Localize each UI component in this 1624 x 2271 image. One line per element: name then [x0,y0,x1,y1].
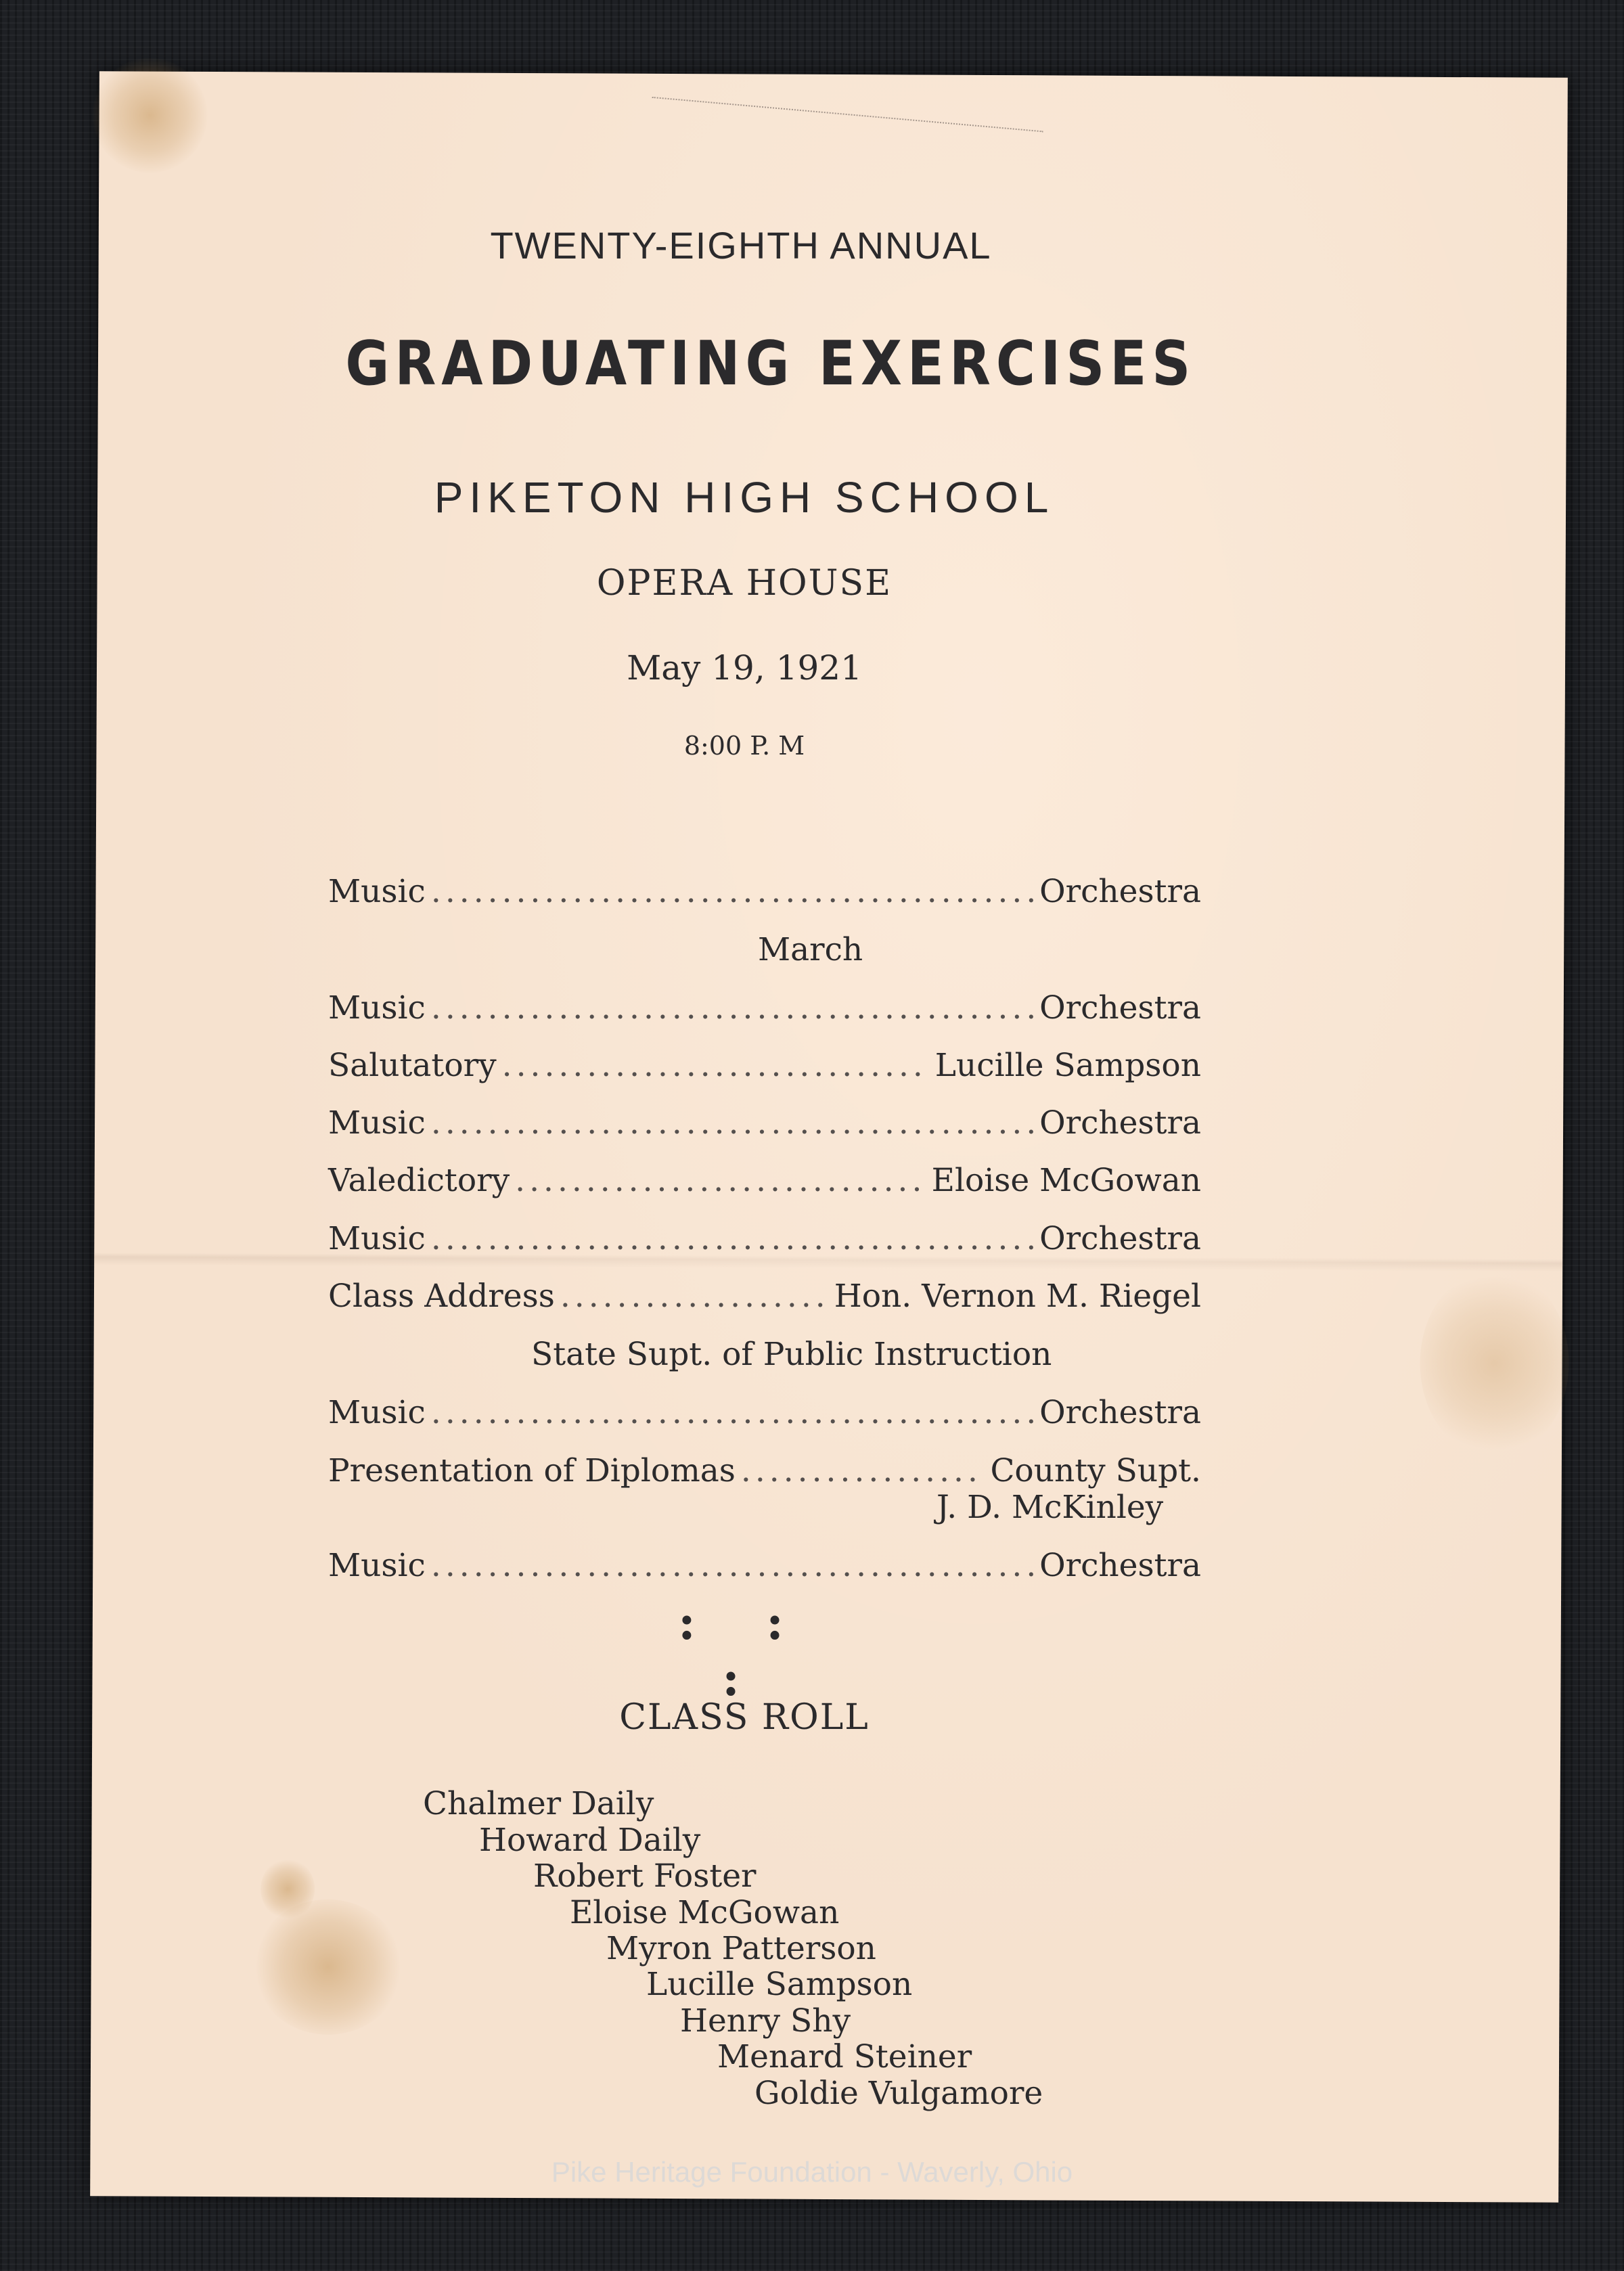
program-item: Music [328,1104,426,1142]
program-item: Music [328,1547,426,1584]
program-row [328,1547,1201,1584]
dot-leader [431,1394,1034,1431]
program-item: Presentation of Diplomas [328,1452,736,1489]
graduate-name: Goldie Vulgamore [754,2075,1043,2112]
dot-leader [515,1162,926,1199]
stain-top-left [92,58,208,173]
stain-lower-left [253,1899,403,2035]
graduate-name: Myron Patterson [606,1930,876,1967]
diploma-presenter: J. D. McKinley [937,1489,1164,1526]
page-title: GRADUATING EXERCISES [345,328,1196,399]
dot-leader [560,1278,829,1315]
graduate-name: Chalmer Daily [423,1785,654,1822]
event-date: May 19, 1921 [627,648,862,688]
program-performer: Lucille Sampson [934,1047,1201,1084]
graduate-name: Robert Foster [533,1858,757,1895]
program-performer: Orchestra [1039,1547,1201,1584]
dot-leader [431,1104,1034,1142]
graduate-name: Menard Steiner [717,2038,972,2075]
program-item: Music [328,989,426,1027]
dot-leader [431,1547,1034,1584]
class-roll-title: CLASS ROLL [619,1697,870,1738]
program-item: Class Address [328,1278,555,1315]
program-row [328,1278,1201,1315]
dot-leader [431,1220,1034,1257]
annual-heading: TWENTY-EIGHTH ANNUAL [490,224,992,267]
event-time: 8:00 P. M [683,731,805,761]
program-item: Music [328,1220,426,1257]
program-row [328,1220,1201,1257]
graduate-name: Lucille Sampson [646,1966,913,2003]
program-row [328,873,1201,910]
school-name: PIKETON HIGH SCHOOL [434,473,1055,522]
program-row [328,989,1201,1027]
program-item: Salutatory [328,1047,497,1084]
dot-leader [741,1452,985,1489]
program-march: March [758,931,863,968]
address-title: State Supt. of Public Instruction [531,1336,1052,1373]
program-performer: Hon. Vernon M. Riegel [834,1278,1201,1315]
graduate-name: Eloise McGowan [570,1894,840,1931]
program-performer: Orchestra [1039,1220,1201,1257]
program-performer: Orchestra [1039,1394,1201,1431]
program-row [328,1162,1201,1199]
program-row [328,1047,1201,1084]
program-performer: Eloise McGowan [931,1162,1201,1199]
program-performer: County Supt. [990,1452,1201,1489]
venue: OPERA HOUSE [596,563,893,604]
program-item: Valedictory [328,1162,510,1199]
program-performer: Orchestra [1039,989,1201,1027]
program-row [328,1104,1201,1142]
program-item: Music [328,873,426,910]
dot-leader [502,1047,930,1084]
program-performer: Orchestra [1039,873,1201,910]
dot-leader [431,873,1034,910]
program-performer: Orchestra [1039,1104,1201,1142]
program-row [328,1394,1201,1431]
stain-lower-left-small [261,1858,315,1919]
section-separator: : : : [677,1594,811,1707]
program-item: Music [328,1394,426,1431]
graduate-name: Henry Shy [680,2002,851,2040]
graduate-name: Howard Daily [479,1822,701,1859]
stain-right [1420,1268,1569,1458]
dot-leader [431,989,1034,1027]
program-row [328,1452,1201,1489]
watermark-credit: Pike Heritage Foundation - Waverly, Ohio [551,2156,1073,2188]
